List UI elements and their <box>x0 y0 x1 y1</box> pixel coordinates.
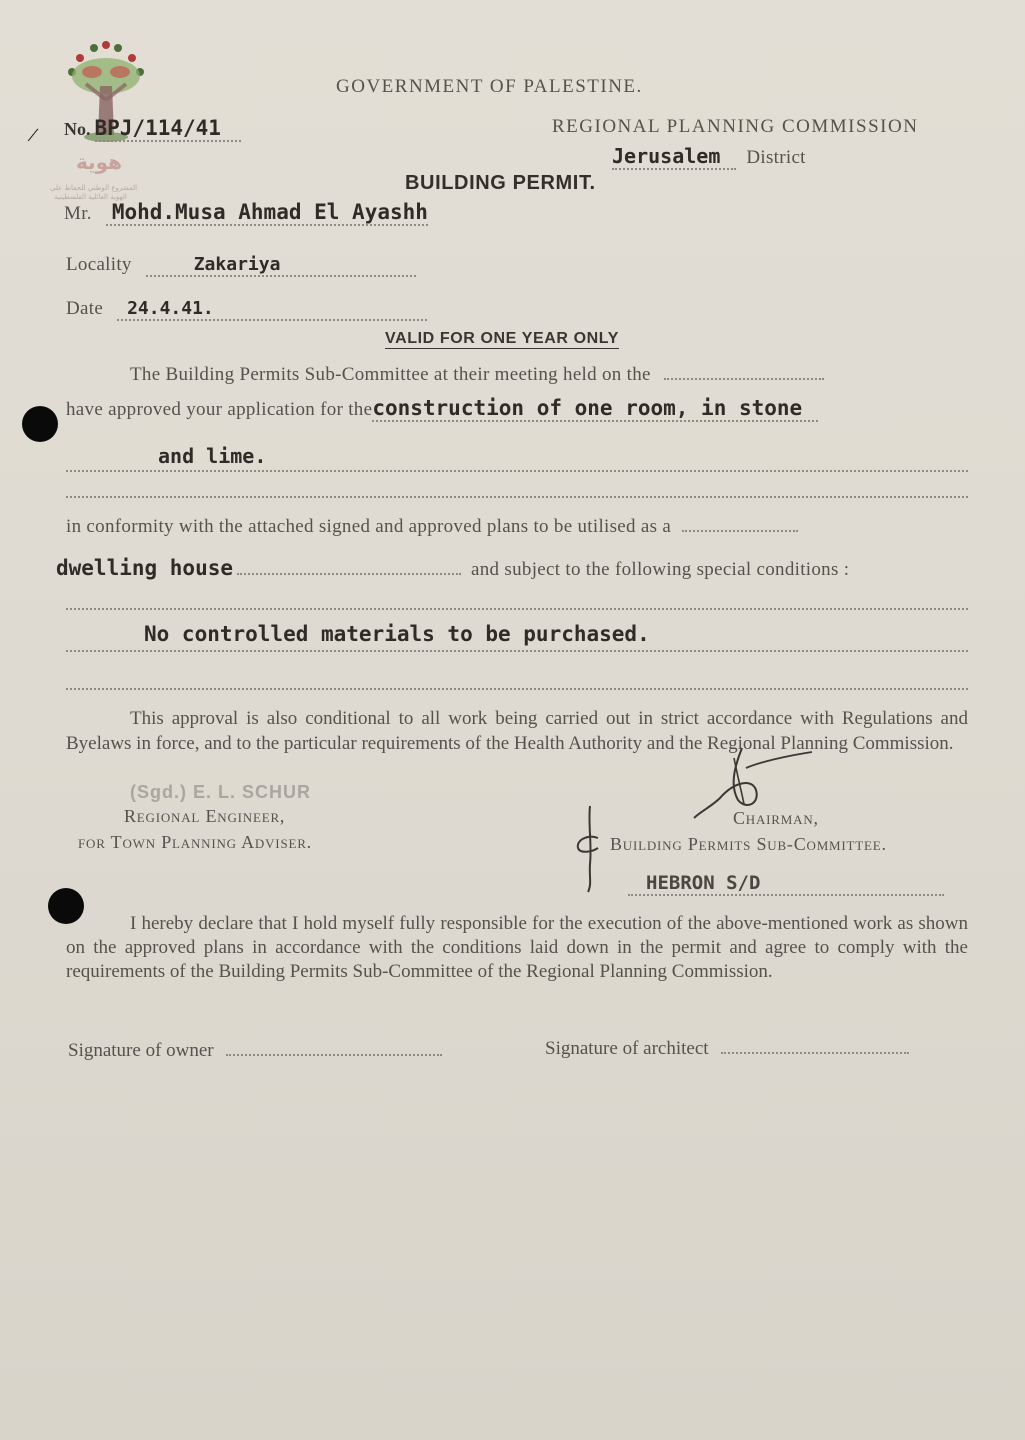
logo-caption-2: الهوية العائلية الفلسطينية <box>54 193 127 201</box>
condition-value: No controlled materials to be purchased. <box>144 622 650 646</box>
application-text: have approved your application for the <box>66 399 373 420</box>
declaration-paragraph <box>66 912 968 984</box>
architect-signature-label: Signature of architect <box>545 1038 709 1059</box>
commission-heading: REGIONAL PLANNING COMMISSION <box>552 116 919 137</box>
meeting-text: The Building Permits Sub-Committee at their meeting held on the <box>130 364 651 385</box>
blank-line-2 <box>66 598 968 610</box>
conformity-line <box>66 516 798 538</box>
locality-row <box>66 254 416 277</box>
architect-signature-blank <box>721 1052 909 1054</box>
use-line <box>56 556 968 581</box>
district-value: Jerusalem <box>612 144 736 170</box>
sub-district-row <box>628 872 944 896</box>
validity-notice: VALID FOR ONE YEAR ONLY <box>385 330 619 347</box>
conformity-blank <box>682 530 798 532</box>
date-value: 24.4.41. <box>117 298 427 321</box>
locality-value: Zakariya <box>146 254 416 277</box>
initials-mark <box>568 804 608 894</box>
owner-signature-blank <box>226 1054 442 1056</box>
use-blank <box>237 573 461 575</box>
blank-line-1 <box>66 486 968 498</box>
date-row <box>66 298 427 321</box>
chairman-title: Chairman, <box>733 808 819 828</box>
application-value-cont: and lime. <box>158 444 267 468</box>
district-row <box>612 144 806 169</box>
conformity-text: in conformity with the attached signed and approved plans to be utilised as a <box>66 516 672 537</box>
district-label: District <box>746 147 806 168</box>
chairman-committee: Building Permits Sub-Committee. <box>610 834 887 854</box>
punch-hole-top <box>22 406 58 442</box>
permit-title: BUILDING PERMIT. <box>405 172 596 194</box>
applicant-row <box>64 200 428 225</box>
meeting-blank <box>664 378 824 380</box>
use-value: dwelling house <box>56 556 234 580</box>
application-value: construction of one room, in stone <box>372 396 818 422</box>
permit-number-row <box>64 116 241 140</box>
application-continuation <box>66 444 968 472</box>
approval-text: This approval is also conditional to all work being carried out in strict accordance with Regulations and Byelaws in force, and to the particular requirements of the Health Authority and the Regional Planning Commission. <box>66 708 968 754</box>
application-line <box>66 396 968 421</box>
conditions-text: and subject to the following special conditions : <box>471 559 850 580</box>
owner-signature-line <box>68 1040 442 1062</box>
locality-label: Locality <box>66 254 132 275</box>
logo-label: هوية <box>76 150 123 174</box>
blank-line-3 <box>66 678 968 690</box>
condition-line <box>66 622 968 652</box>
sub-district-value: HEBRON S/D <box>628 872 944 896</box>
logo-caption-1: المشروع الوطني للحفاظ على <box>50 184 138 192</box>
applicant-value: Mohd.Musa Ahmad El Ayashh <box>106 200 428 226</box>
margin-mark: / <box>26 121 41 148</box>
number-label: No. <box>64 119 91 139</box>
declaration-text: I hereby declare that I hold myself fully responsible for the execution of the above-mentioned work as shown on the approved plans in accordance with the conditions laid down in the permit and agree to comply with the requirements of the Building Permits Sub-Committee of the Regional Planning Commission. <box>66 913 968 982</box>
owner-signature-label: Signature of owner <box>68 1040 214 1061</box>
number-value: BPJ/114/41 <box>95 116 241 142</box>
date-label: Date <box>66 298 104 319</box>
approval-paragraph <box>66 706 968 756</box>
meeting-line <box>130 364 824 386</box>
applicant-label: Mr. <box>64 203 92 224</box>
government-heading: GOVERNMENT OF PALESTINE. <box>336 76 643 97</box>
architect-signature-line <box>545 1038 909 1060</box>
engineer-title: Regional Engineer, <box>124 806 286 826</box>
sgd-stamp: (Sgd.) E. L. SCHUR <box>130 782 311 802</box>
engineer-for: for Town Planning Adviser. <box>78 832 312 852</box>
